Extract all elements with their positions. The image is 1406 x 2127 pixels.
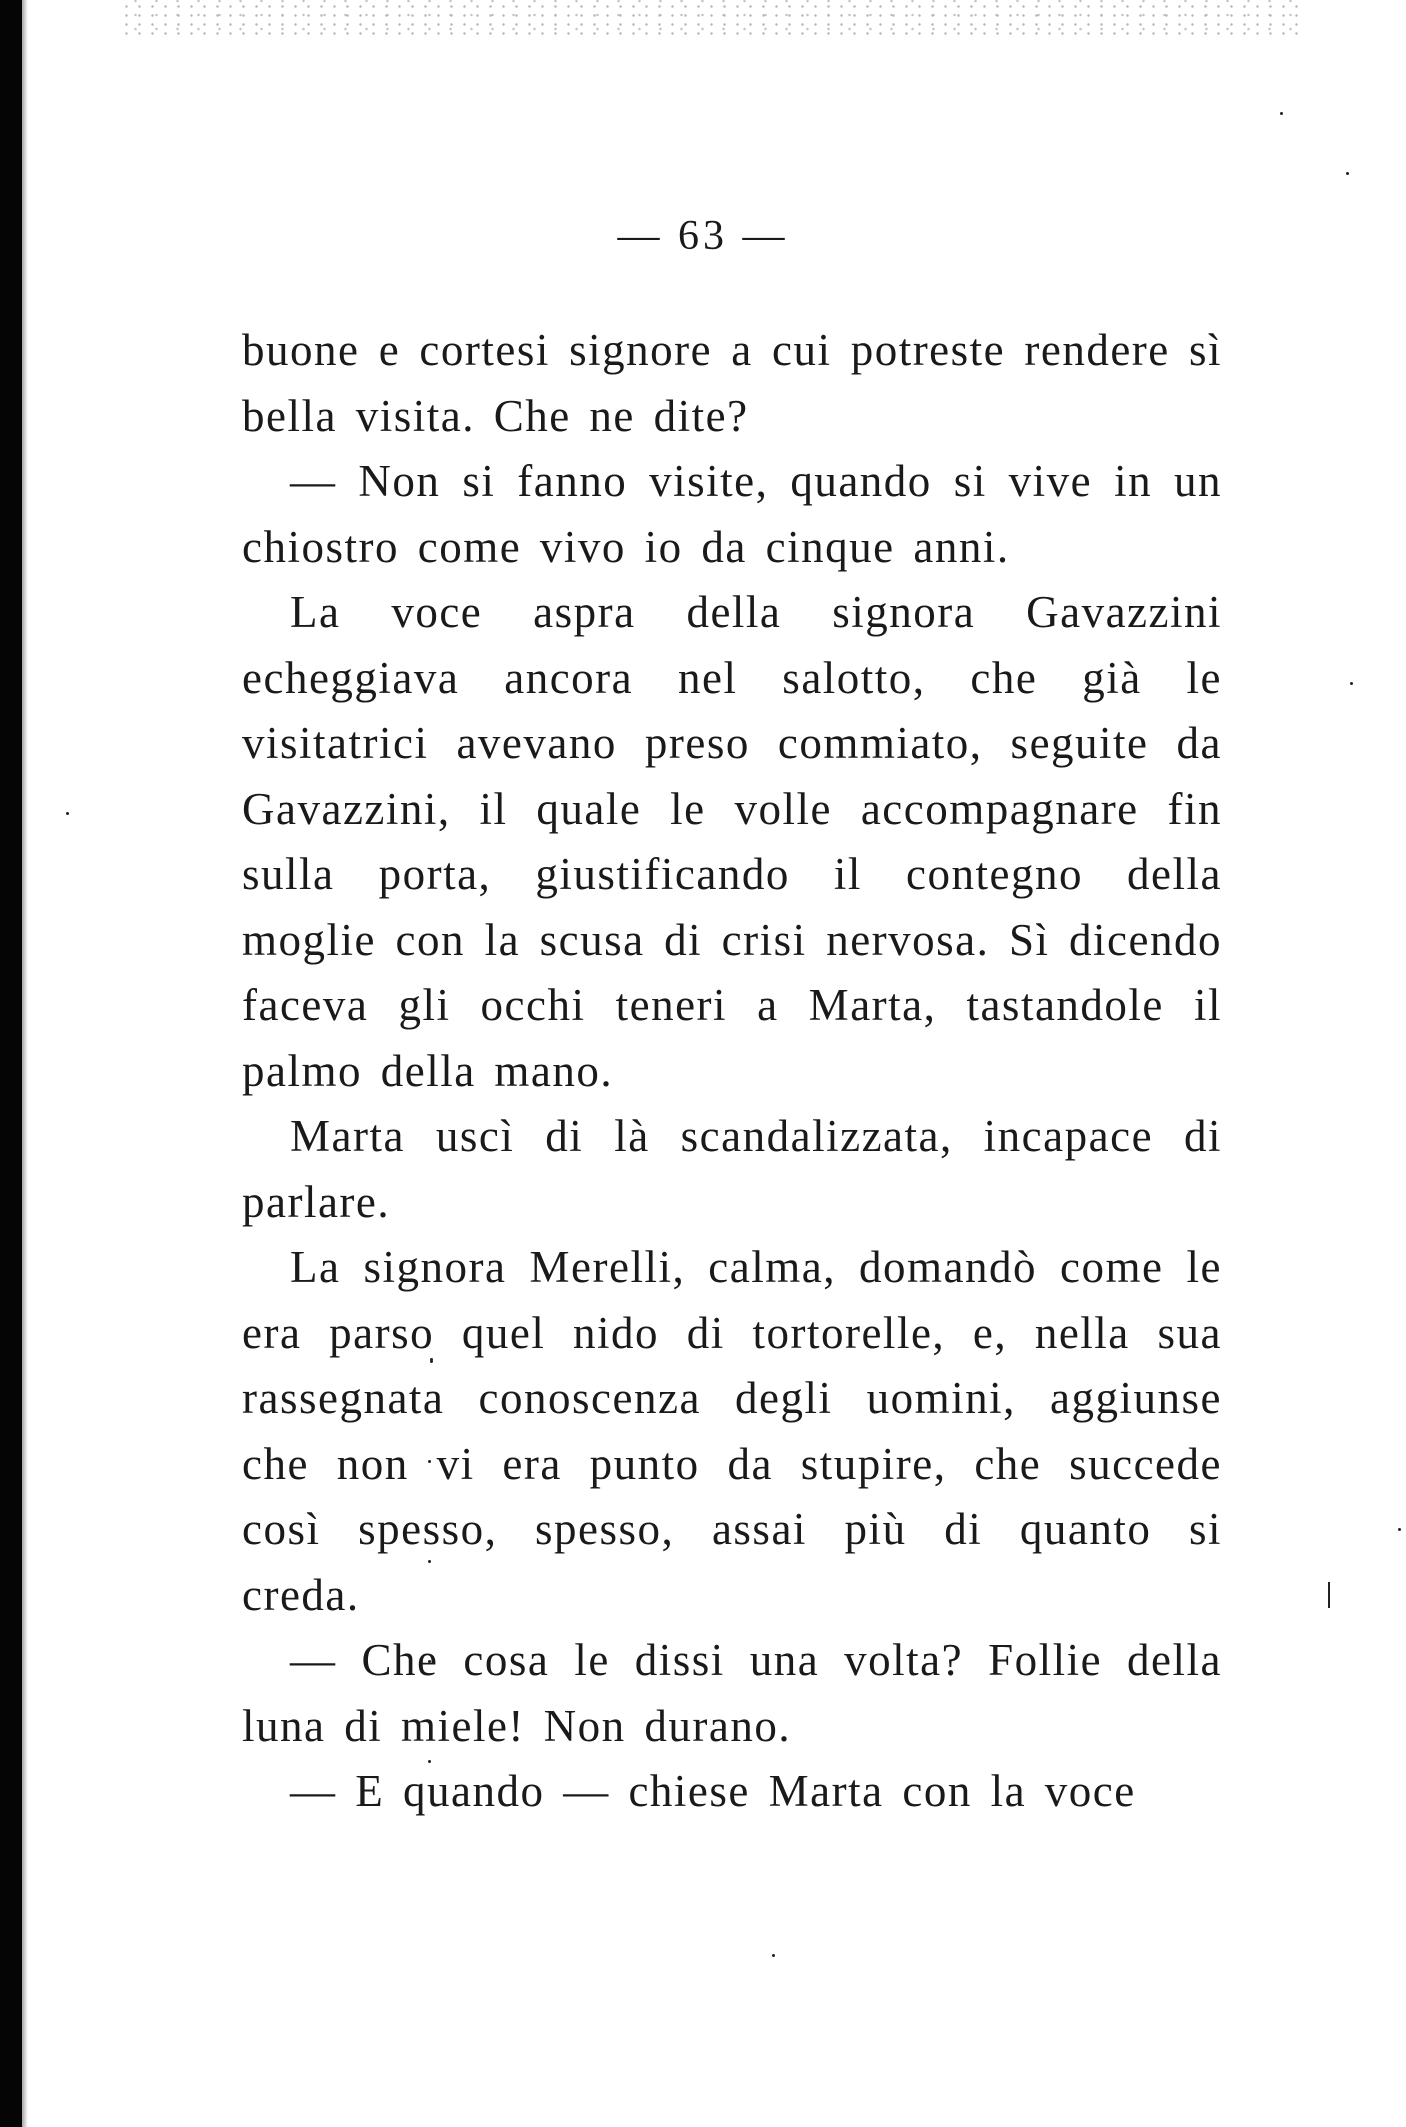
scan-speck xyxy=(1398,1528,1401,1531)
page-number-header: — 63 — xyxy=(617,213,789,259)
paragraph: La voce aspra della signora Gavazzini echeggiava ancora nel salotto, che già le visitatrici avevano preso commiato, seguite da Gavazzini, il quale le volle accompagnare fin sulla porta, giustificando il contegno della moglie con la scusa di crisi nervosa. Sì dicendo faceva gli occhi teneri a Marta, tastandole il palmo della mano. xyxy=(242,587,1222,1096)
scan-speck xyxy=(1350,682,1353,685)
paragraph: — Non si fanno visite, quando si vive in un chiostro come vivo io da cinque anni. xyxy=(242,456,1222,572)
paragraph: — Che cosa le dissi una volta? Follie della luna di miele! Non durano. xyxy=(242,1635,1222,1751)
paragraph: La signora Merelli, calma, domandò come le era parso quel nido di tortorelle, e, nella sua rassegnata conoscenza degli uomini, aggiunse che non vi era punto da stupire, che succede così spesso, spesso, assai più di quanto si creda. xyxy=(242,1242,1222,1620)
binding-edge xyxy=(0,0,22,2127)
scan-speck xyxy=(772,1954,775,1957)
body-text xyxy=(242,318,1222,1825)
scan-speck xyxy=(66,812,69,815)
paragraph: buone e cortesi signore a cui potreste rendere sì bella visita. Che ne dite? xyxy=(242,325,1222,441)
scan-speck xyxy=(1346,172,1349,175)
scan-speck xyxy=(1280,112,1283,115)
paragraph: Marta uscì di là scandalizzata, incapace di parlare. xyxy=(242,1111,1222,1227)
scan-noise-top xyxy=(120,0,1300,40)
scan-speck xyxy=(1328,1582,1330,1608)
paragraph: — E quando — chiese Marta con la voce xyxy=(290,1766,1136,1816)
